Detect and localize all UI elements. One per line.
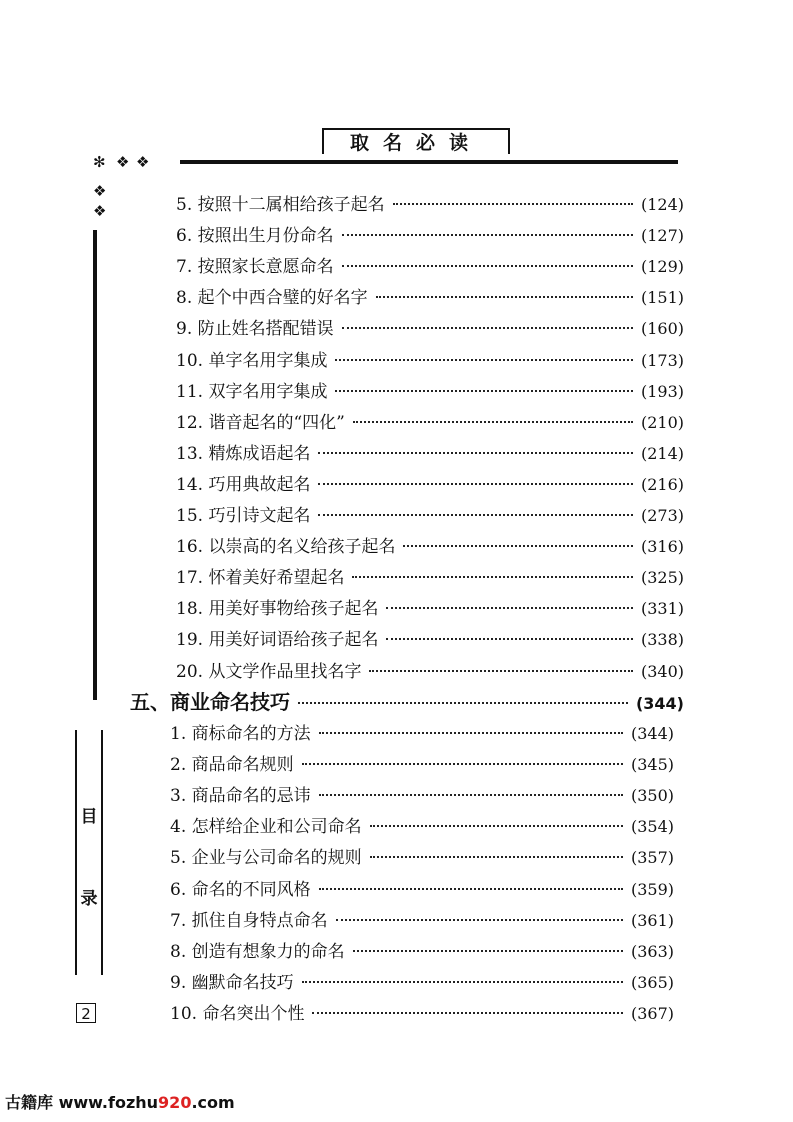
toc-entry-title: 14. 巧用典故起名 [176, 474, 311, 495]
dot-leader [353, 420, 633, 423]
dot-leader [393, 202, 633, 205]
toc-entry-page: (365) [630, 972, 674, 992]
toc-entry[interactable] [170, 968, 674, 993]
toc-entry-title: 9. 幽默命名技巧 [170, 972, 294, 993]
dot-leader [376, 295, 633, 298]
side-rule [93, 230, 97, 700]
dot-leader [319, 887, 623, 890]
toc-entry[interactable] [176, 314, 684, 339]
toc-entry-title: 20. 从文学作品里找名字 [176, 661, 362, 682]
toc-entry-page: (151) [640, 288, 684, 308]
toc-entry[interactable] [170, 812, 674, 837]
dot-leader [352, 575, 633, 578]
toc-entry-title: 17. 怀着美好希望起名 [176, 568, 345, 589]
dot-leader [302, 980, 623, 983]
toc-entry[interactable] [176, 408, 684, 433]
knot-ornament-icon: ❖ [93, 182, 107, 200]
toc-entry[interactable] [176, 190, 684, 215]
dot-leader [342, 264, 633, 267]
toc-entry-title: 4. 怎样给企业和公司命名 [170, 817, 362, 838]
toc-entry[interactable] [176, 594, 684, 619]
toc-entry-page: (361) [630, 910, 674, 930]
toc-entry-title: 5. 企业与公司命名的规则 [170, 848, 362, 869]
toc-entry-page: (160) [640, 319, 684, 339]
dot-leader [335, 389, 633, 392]
flower-ornament-icon: ✻ [93, 153, 106, 171]
toc-entry-title: 2. 商品命名规则 [170, 755, 294, 776]
toc-entry-page: (338) [640, 630, 684, 650]
toc-entry-page: (316) [640, 537, 684, 557]
book-title: 取名必读 [349, 131, 482, 154]
knot-ornament-icon: ❖ [116, 153, 130, 171]
toc-entry[interactable] [176, 439, 684, 464]
toc-entry-page: (124) [640, 195, 684, 214]
dot-leader [318, 451, 633, 454]
toc-entry-title: 11. 双字名用字集成 [176, 381, 328, 402]
toc-entry-page: (340) [640, 661, 684, 681]
toc-entry-title: 五、商业命名技巧 [130, 690, 290, 714]
toc-entry-title: 13. 精炼成语起名 [176, 443, 311, 464]
toc-entry-title: 12. 谐音起名的“四化” [176, 412, 345, 433]
toc-entry-title: 8. 创造有想象力的命名 [170, 941, 345, 962]
toc-entry[interactable] [176, 346, 684, 371]
dot-leader [386, 606, 633, 609]
toc-entry[interactable] [176, 563, 684, 588]
knot-ornament-icon: ❖ [136, 153, 150, 171]
toc-entry-page: (357) [630, 848, 674, 868]
toc-entry[interactable] [176, 625, 684, 650]
dot-leader [312, 1011, 623, 1014]
toc-entry[interactable] [176, 532, 684, 557]
site-name: 古籍库 [5, 1093, 54, 1112]
toc-entry-page: (350) [630, 786, 674, 806]
knot-ornament-icon: ❖ [93, 202, 107, 220]
toc-entry-title: 1. 商标命名的方法 [170, 724, 311, 744]
dot-leader [336, 918, 623, 921]
site-url[interactable]: www.fozhu920.com [58, 1093, 235, 1112]
toc-entry-page: (359) [630, 879, 674, 899]
toc-entry-title: 3. 商品命名的忌讳 [170, 786, 311, 807]
toc-entry[interactable] [170, 750, 674, 775]
dot-leader [302, 762, 623, 765]
toc-entry-title: 19. 用美好词语给孩子起名 [176, 630, 379, 651]
toc-entry-page: (193) [640, 381, 684, 401]
toc-entry-page: (325) [640, 568, 684, 588]
dot-leader [403, 544, 633, 547]
dot-leader [342, 233, 633, 236]
toc-entry[interactable] [176, 221, 684, 246]
side-label-frame [75, 730, 103, 975]
toc-entry[interactable] [176, 470, 684, 495]
page-number: 2 [76, 1003, 96, 1023]
toc-entry-page: (345) [630, 755, 674, 775]
dot-leader [342, 326, 633, 329]
toc-entry-title: 9. 防止姓名搭配错误 [176, 319, 334, 340]
toc-entry[interactable] [176, 377, 684, 402]
toc-entry-page: (363) [630, 941, 674, 961]
toc-entry-title: 8. 起个中西合璧的好名字 [176, 288, 368, 309]
toc-entry-page: (344) [635, 694, 684, 713]
dot-leader [318, 482, 633, 485]
site-footer [5, 1090, 235, 1113]
dot-leader [319, 731, 623, 734]
dot-leader [319, 793, 623, 796]
toc-entry[interactable] [170, 906, 674, 931]
dot-leader [353, 949, 623, 952]
toc-entry-page: (216) [640, 474, 684, 494]
toc-entry-title: 10. 单字名用字集成 [176, 350, 328, 371]
side-label-bottom: 录 [80, 889, 98, 909]
toc-entry[interactable] [176, 283, 684, 308]
toc-entry[interactable] [176, 657, 684, 682]
book-title-box [322, 128, 510, 154]
dot-leader [298, 701, 628, 704]
toc-entry-page: (367) [630, 1003, 674, 1023]
toc-entry-title: 6. 按照出生月份命名 [176, 226, 334, 247]
toc-entry[interactable] [170, 999, 674, 1024]
toc-entry-title: 15. 巧引诗文起名 [176, 506, 311, 526]
toc-entry-page: (331) [640, 599, 684, 619]
toc-entry-page: (214) [640, 443, 684, 463]
dot-leader [370, 824, 623, 827]
dot-leader [370, 855, 623, 858]
toc-entry[interactable] [170, 875, 674, 900]
toc-entry-title: 10. 命名突出个性 [170, 1003, 305, 1024]
dot-leader [386, 637, 633, 640]
header-rule [180, 160, 678, 164]
toc-entry[interactable] [170, 937, 674, 962]
toc-entry[interactable] [170, 843, 674, 868]
toc-entry-page: (173) [640, 350, 684, 370]
toc-entry-page: (210) [640, 412, 684, 432]
toc-entry-page: (354) [630, 817, 674, 837]
toc-entry-title: 6. 命名的不同风格 [170, 879, 311, 900]
toc-entry-title: 7. 按照家长意愿命名 [176, 257, 334, 278]
toc-entry-page: (127) [640, 226, 684, 246]
side-label-top: 目 [80, 807, 98, 827]
toc-entry[interactable] [176, 252, 684, 277]
dot-leader [335, 358, 633, 361]
dot-leader [369, 669, 633, 672]
toc-entry-page: (129) [640, 257, 684, 277]
toc-entry-title: 16. 以崇高的名义给孩子起名 [176, 537, 396, 558]
toc-entry[interactable] [170, 781, 674, 806]
toc-entry[interactable] [176, 501, 684, 526]
toc-entry-page: (344) [630, 724, 674, 743]
toc-section-entry[interactable] [130, 686, 684, 715]
toc-entry-title: 7. 抓住自身特点命名 [170, 910, 328, 931]
toc-entry-title: 5. 按照十二属相给孩子起名 [176, 195, 385, 215]
toc-entry[interactable] [170, 719, 674, 744]
dot-leader [318, 513, 633, 516]
toc-entry-title: 18. 用美好事物给孩子起名 [176, 599, 379, 620]
toc-entry-page: (273) [640, 506, 684, 525]
